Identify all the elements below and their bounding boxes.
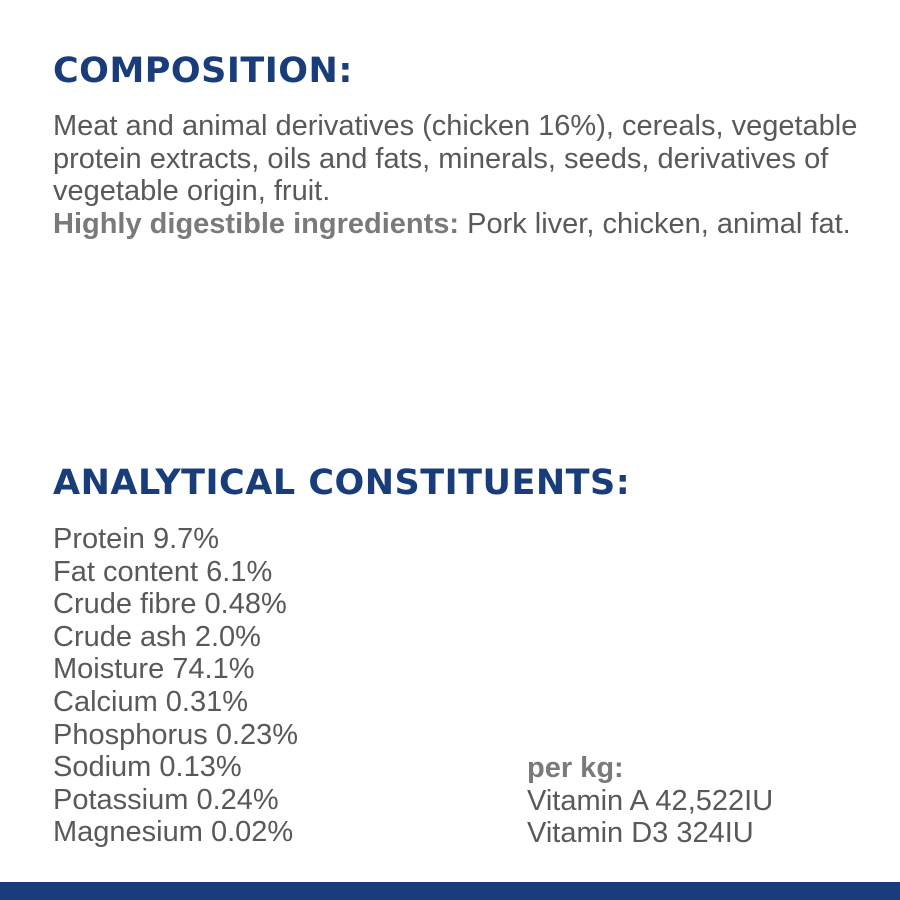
vitamin-item: Vitamin A 42,522IU	[527, 784, 774, 817]
vitamins-list	[527, 785, 773, 850]
composition-text	[53, 110, 873, 240]
constituent-item: Magnesium 0.02%	[53, 816, 294, 849]
digestible-ingredients: Pork liver, chicken, animal fat.	[459, 207, 851, 240]
analytical-constituents-heading: ANALYTICAL CONSTITUENTS:	[53, 463, 631, 503]
per-kg-block	[527, 752, 773, 850]
vitamin-item: Vitamin D3 324IU	[527, 817, 754, 850]
constituent-item: Fat content 6.1%	[53, 555, 273, 588]
constituent-item: Potassium 0.24%	[53, 783, 279, 816]
constituent-item: Phosphorus 0.23%	[53, 718, 299, 751]
constituent-item: Sodium 0.13%	[53, 751, 242, 784]
composition-heading: COMPOSITION:	[53, 51, 353, 91]
constituents-list	[53, 523, 298, 849]
constituent-item: Moisture 74.1%	[53, 653, 255, 686]
constituent-item: Crude fibre 0.48%	[53, 588, 287, 621]
composition-ingredients: Meat and animal derivatives (chicken 16%), cereals, vegetable protein extracts, oils and fats, minerals, seeds, derivatives of vegetable origin, fruit.	[53, 110, 858, 207]
digestible-label: Highly digestible ingredients:	[53, 207, 460, 240]
bottom-bar	[0, 882, 900, 900]
constituent-item: Protein 9.7%	[53, 523, 220, 555]
per-kg-label: per kg:	[527, 752, 624, 784]
constituent-item: Calcium 0.31%	[53, 685, 249, 718]
constituent-item: Crude ash 2.0%	[53, 620, 261, 653]
